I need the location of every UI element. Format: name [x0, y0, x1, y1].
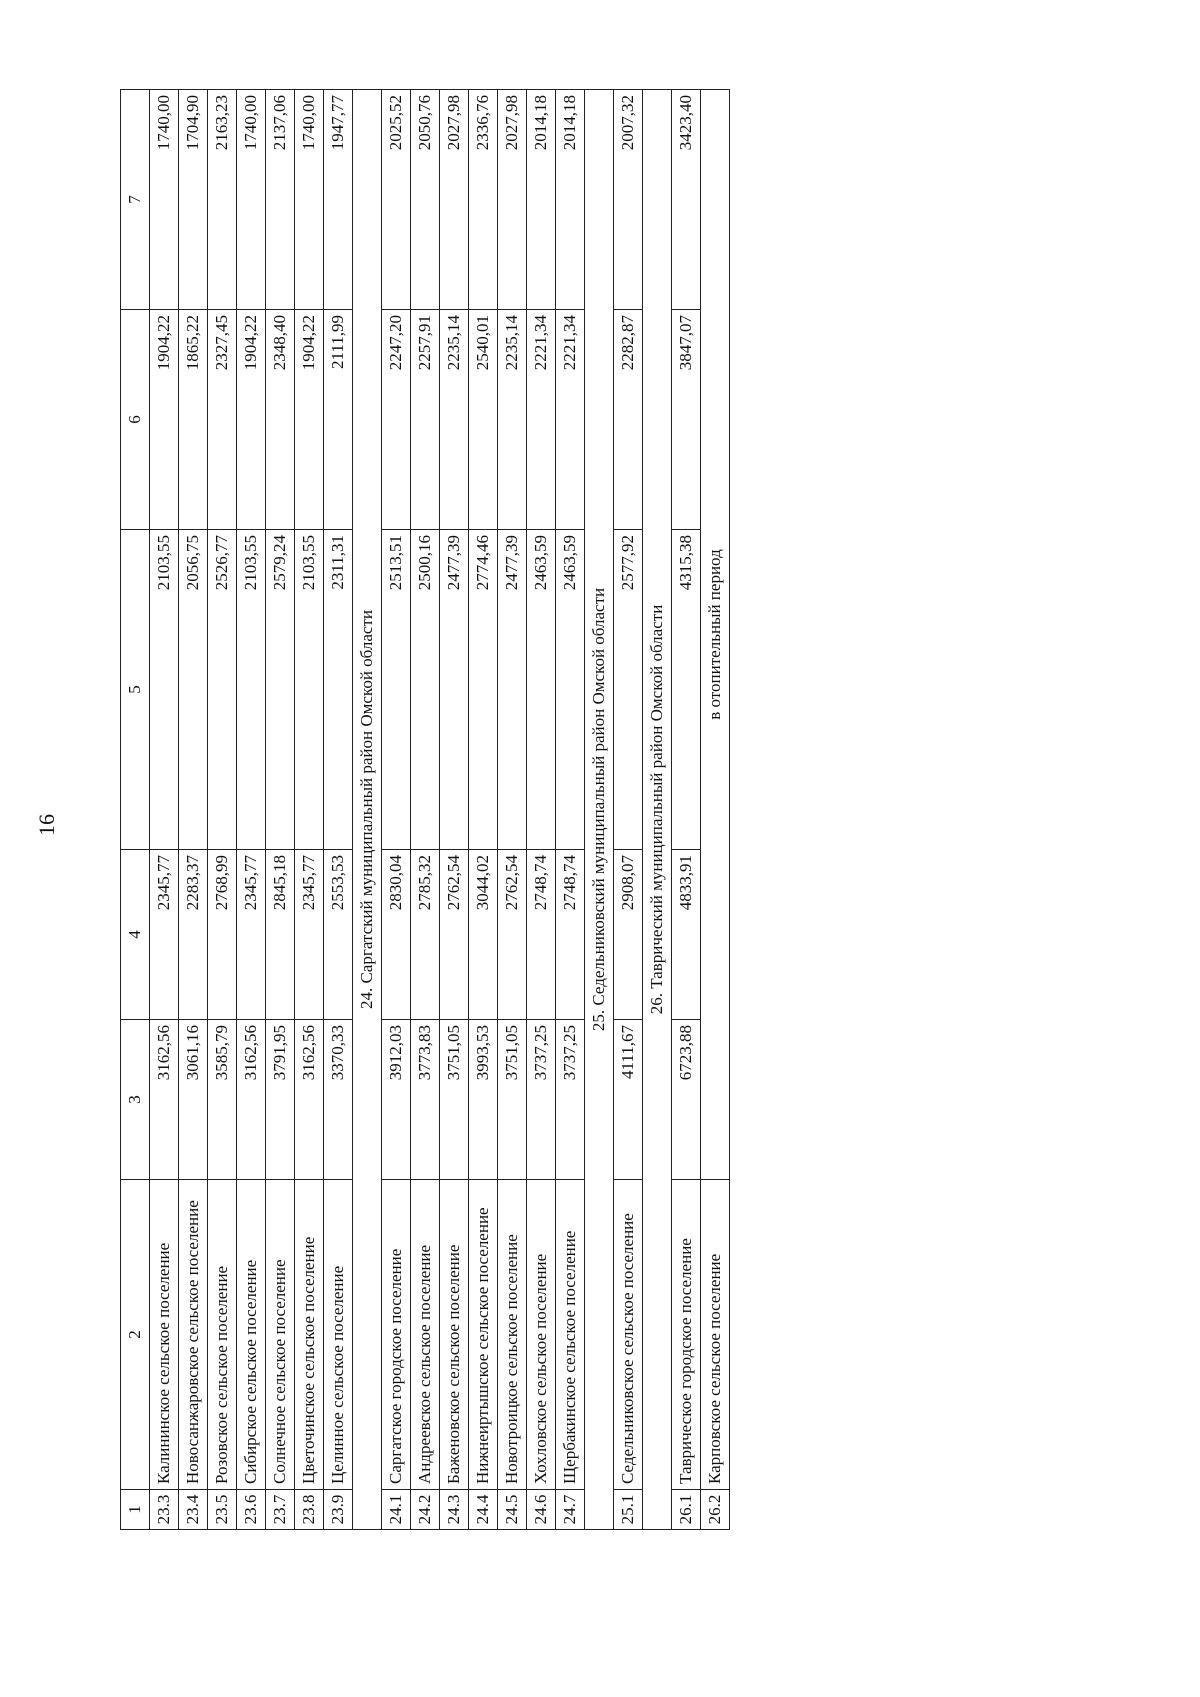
value-cell: 2137,06: [266, 90, 295, 310]
header-cell: 3: [121, 1020, 150, 1180]
table-body: [121, 90, 730, 1530]
value-cell: 2830,04: [382, 850, 411, 1020]
settlement-name-cell: Карповское сельское поселение: [701, 1180, 730, 1490]
row-index-cell: 24.7: [556, 1490, 585, 1530]
tariff-table: [120, 89, 730, 1530]
rotated-table-container: [120, 90, 1070, 1530]
value-cell: 2785,32: [411, 850, 440, 1020]
value-cell: 4111,67: [614, 1020, 643, 1180]
table-row: [672, 90, 701, 1530]
section-row: [353, 90, 382, 1530]
table-row: [556, 90, 585, 1530]
section-title: 24. Саргатский муниципальный район Омской области: [353, 90, 382, 1530]
value-cell: 2027,98: [440, 90, 469, 310]
value-cell: 3044,02: [469, 850, 498, 1020]
value-cell: 2027,98: [498, 90, 527, 310]
row-index-cell: 24.3: [440, 1490, 469, 1530]
table-row: [527, 90, 556, 1530]
value-cell: 2283,37: [179, 850, 208, 1020]
value-cell: 3791,95: [266, 1020, 295, 1180]
value-cell: 2014,18: [527, 90, 556, 310]
table-row: [295, 90, 324, 1530]
row-index-cell: 26.1: [672, 1490, 701, 1530]
value-cell: 2463,59: [527, 530, 556, 850]
value-cell: 2014,18: [556, 90, 585, 310]
value-cell: 3912,03: [382, 1020, 411, 1180]
value-cell: 2103,55: [150, 530, 179, 850]
table-row: [382, 90, 411, 1530]
settlement-name-cell: Новотроицкое сельское поселение: [498, 1180, 527, 1490]
value-cell: 2247,20: [382, 310, 411, 530]
settlement-name-cell: Щербакинское сельское поселение: [556, 1180, 585, 1490]
table-row: [498, 90, 527, 1530]
value-cell: 2526,77: [208, 530, 237, 850]
value-cell: 2221,34: [556, 310, 585, 530]
value-cell: 3370,33: [324, 1020, 353, 1180]
value-cell: 1740,00: [237, 90, 266, 310]
table-row: [208, 90, 237, 1530]
value-cell: 3162,56: [295, 1020, 324, 1180]
header-cell: 4: [121, 850, 150, 1020]
settlement-name-cell: Целинное сельское поселение: [324, 1180, 353, 1490]
value-cell: 3585,79: [208, 1020, 237, 1180]
settlement-name-cell: Розовское сельское поселение: [208, 1180, 237, 1490]
settlement-name-cell: Баженовское сельское поселение: [440, 1180, 469, 1490]
row-index-cell: 25.1: [614, 1490, 643, 1530]
value-cell: 2463,59: [556, 530, 585, 850]
section-row: [585, 90, 614, 1530]
value-cell: 2762,54: [498, 850, 527, 1020]
value-cell: 2513,51: [382, 530, 411, 850]
value-cell: 2845,18: [266, 850, 295, 1020]
value-cell: 3423,40: [672, 90, 701, 310]
row-index-cell: 23.8: [295, 1490, 324, 1530]
row-index-cell: 24.4: [469, 1490, 498, 1530]
value-cell: 2540,01: [469, 310, 498, 530]
row-index-cell: 23.3: [150, 1490, 179, 1530]
header-cell: 7: [121, 90, 150, 310]
value-cell: 3061,16: [179, 1020, 208, 1180]
value-cell: 3847,07: [672, 310, 701, 530]
value-cell: 2345,77: [295, 850, 324, 1020]
value-cell: 1904,22: [295, 310, 324, 530]
value-cell: 2553,53: [324, 850, 353, 1020]
value-cell: 2774,46: [469, 530, 498, 850]
settlement-name-cell: Калининское сельское поселение: [150, 1180, 179, 1490]
value-cell: 2579,24: [266, 530, 295, 850]
row-index-cell: 24.5: [498, 1490, 527, 1530]
value-cell: 2748,74: [527, 850, 556, 1020]
value-cell: 2327,45: [208, 310, 237, 530]
table-row: [237, 90, 266, 1530]
table-row: [440, 90, 469, 1530]
value-cell: 2111,99: [324, 310, 353, 530]
value-cell: 1740,00: [295, 90, 324, 310]
table-row: [179, 90, 208, 1530]
value-cell: 2257,91: [411, 310, 440, 530]
settlement-name-cell: Таврическое городское поселение: [672, 1180, 701, 1490]
subsection-row: [701, 90, 730, 1530]
header-cell: 2: [121, 1180, 150, 1490]
value-cell: 2282,87: [614, 310, 643, 530]
value-cell: 2235,14: [440, 310, 469, 530]
value-cell: 2345,77: [237, 850, 266, 1020]
settlement-name-cell: Солнечное сельское поселение: [266, 1180, 295, 1490]
value-cell: 4833,91: [672, 850, 701, 1020]
value-cell: 1904,22: [237, 310, 266, 530]
header-cell: 5: [121, 530, 150, 850]
value-cell: 2221,34: [527, 310, 556, 530]
value-cell: 3737,25: [556, 1020, 585, 1180]
settlement-name-cell: Саргатское городское поселение: [382, 1180, 411, 1490]
settlement-name-cell: Новосанжаровское сельское поселение: [179, 1180, 208, 1490]
settlement-name-cell: Нижнеиртышское сельское поселение: [469, 1180, 498, 1490]
table-row: [266, 90, 295, 1530]
value-cell: 1865,22: [179, 310, 208, 530]
row-index-cell: 24.1: [382, 1490, 411, 1530]
row-index-cell: 23.5: [208, 1490, 237, 1530]
value-cell: 2500,16: [411, 530, 440, 850]
settlement-name-cell: Цветочинское сельское поселение: [295, 1180, 324, 1490]
header-cell: 6: [121, 310, 150, 530]
row-index-cell: 23.4: [179, 1490, 208, 1530]
section-title: 25. Седельниковский муниципальный район Омской области: [585, 90, 614, 1530]
value-cell: 2311,31: [324, 530, 353, 850]
value-cell: 2050,76: [411, 90, 440, 310]
value-cell: 2577,92: [614, 530, 643, 850]
page-number: 16: [34, 814, 59, 836]
value-cell: 1904,22: [150, 310, 179, 530]
table-row: [150, 90, 179, 1530]
settlement-name-cell: Седельниковское сельское поселение: [614, 1180, 643, 1490]
value-cell: 2908,07: [614, 850, 643, 1020]
value-cell: 2762,54: [440, 850, 469, 1020]
value-cell: 2103,55: [237, 530, 266, 850]
value-cell: 3751,05: [440, 1020, 469, 1180]
value-cell: 2336,76: [469, 90, 498, 310]
table-row: [324, 90, 353, 1530]
row-index-cell: 24.6: [527, 1490, 556, 1530]
settlement-name-cell: Андреевское сельское поселение: [411, 1180, 440, 1490]
header-row: [121, 90, 150, 1530]
row-index-cell: 23.7: [266, 1490, 295, 1530]
value-cell: 2477,39: [440, 530, 469, 850]
value-cell: 4315,38: [672, 530, 701, 850]
value-cell: 2025,52: [382, 90, 411, 310]
value-cell: 3773,83: [411, 1020, 440, 1180]
value-cell: 6723,88: [672, 1020, 701, 1180]
value-cell: 2768,99: [208, 850, 237, 1020]
row-index-cell: 23.6: [237, 1490, 266, 1530]
row-index-cell: 23.9: [324, 1490, 353, 1530]
section-row: [643, 90, 672, 1530]
value-cell: 2345,77: [150, 850, 179, 1020]
value-cell: 3162,56: [150, 1020, 179, 1180]
settlement-name-cell: Хохловское сельское поселение: [527, 1180, 556, 1490]
value-cell: 2348,40: [266, 310, 295, 530]
settlement-name-cell: Сибирское сельское поселение: [237, 1180, 266, 1490]
value-cell: 3737,25: [527, 1020, 556, 1180]
row-index-cell: 26.2: [701, 1490, 730, 1530]
value-cell: 3993,53: [469, 1020, 498, 1180]
row-index-cell: 24.2: [411, 1490, 440, 1530]
table-row: [411, 90, 440, 1530]
value-cell: 2103,55: [295, 530, 324, 850]
value-cell: 2163,23: [208, 90, 237, 310]
value-cell: 1947,77: [324, 90, 353, 310]
value-cell: 2007,32: [614, 90, 643, 310]
value-cell: 2748,74: [556, 850, 585, 1020]
value-cell: 2477,39: [498, 530, 527, 850]
header-cell: 1: [121, 1490, 150, 1530]
table-row: [469, 90, 498, 1530]
value-cell: 2056,75: [179, 530, 208, 850]
table-row: [614, 90, 643, 1530]
value-cell: 1704,90: [179, 90, 208, 310]
value-cell: 1740,00: [150, 90, 179, 310]
value-cell: 3751,05: [498, 1020, 527, 1180]
value-cell: 3162,56: [237, 1020, 266, 1180]
section-title: 26. Таврический муниципальный район Омской области: [643, 90, 672, 1530]
period-label: в отопительный период: [701, 90, 730, 1180]
value-cell: 2235,14: [498, 310, 527, 530]
